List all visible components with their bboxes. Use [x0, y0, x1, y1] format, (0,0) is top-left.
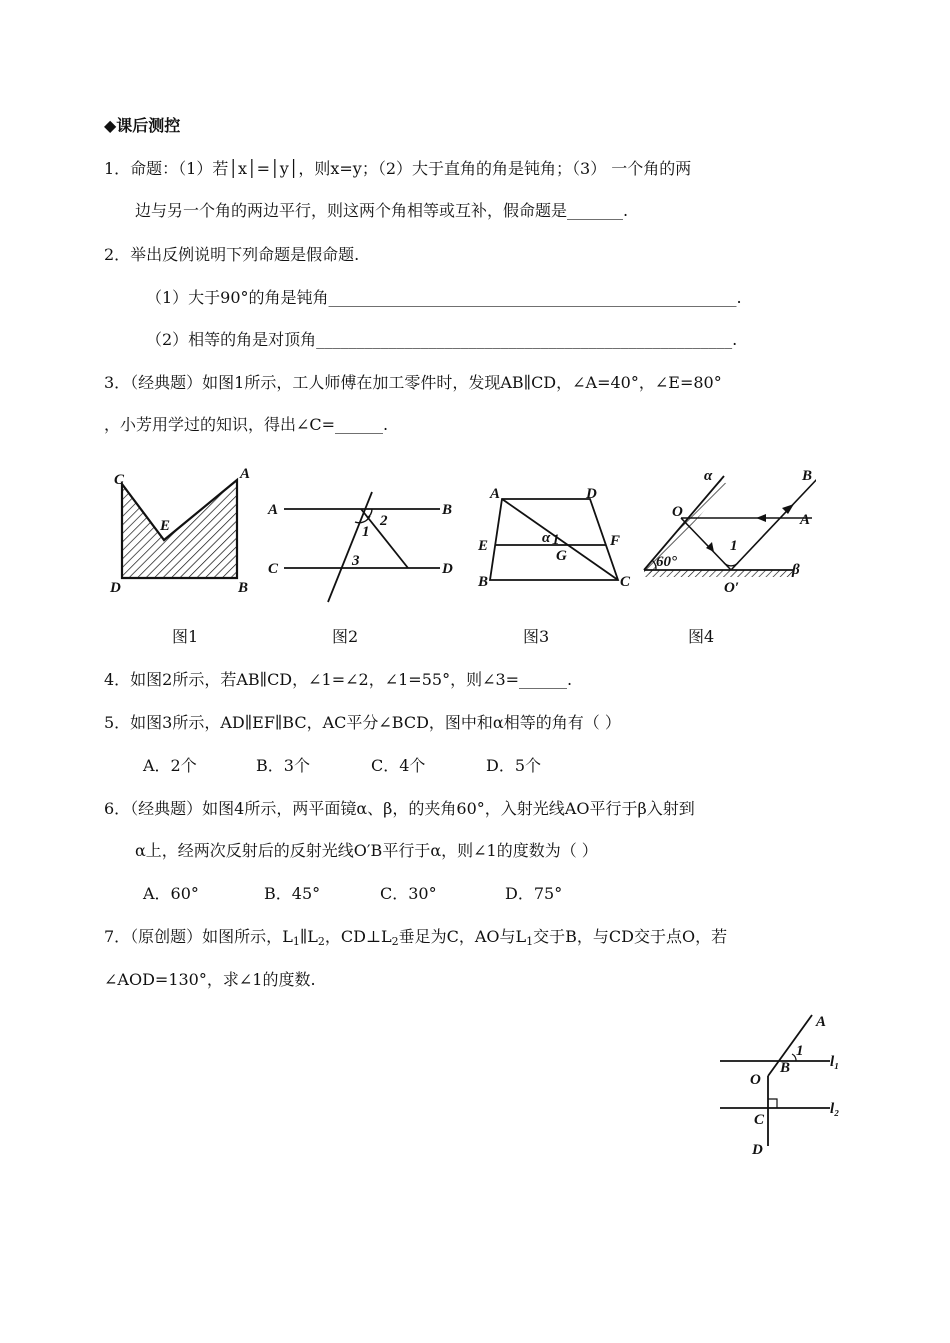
fig3-label-c: C	[620, 574, 631, 590]
q2-line1: 2．举出反例说明下列命题是假命题.	[104, 245, 360, 264]
fig3-label-g: G	[556, 548, 567, 564]
fig5-label-l1: l₁	[830, 1054, 840, 1070]
q5-line1: 5．如图3所示，AD∥EF∥BC，AC平分∠BCD，图中和α相等的角有（ ）	[104, 713, 621, 732]
q4-line: 4．如图2所示，若AB∥CD，∠1=∠2，∠1=55°，则∠3=______.	[104, 670, 573, 689]
fig4-label-60: 60°	[656, 554, 677, 570]
q6-option-d: D．75°	[505, 884, 563, 903]
fig2-label-d: D	[442, 561, 453, 577]
q2-item2: （2）相等的角是对顶角____________________________________________________.	[146, 330, 738, 349]
q6-option-a: A．60°	[143, 884, 199, 903]
fig5-label-o: O	[750, 1072, 761, 1088]
figure-4	[636, 466, 816, 596]
q5-option-c: C．4个	[371, 756, 426, 775]
q1-line2: 边与另一个角的两边平行，则这两个角相等或互补，假命题是_______.	[135, 201, 629, 220]
fig4-label-1: 1	[730, 538, 738, 554]
fig1-label-e: E	[160, 518, 171, 534]
fig1-label-d: D	[110, 580, 121, 596]
figure-2	[262, 478, 467, 608]
q5-option-b: B．3个	[256, 756, 310, 775]
fig4-label-b: B	[802, 468, 813, 484]
fig3-label-alpha-sub: 1	[552, 532, 560, 548]
fig5-label-b: B	[780, 1060, 791, 1076]
fig3-label-f: F	[610, 533, 621, 549]
fig3-label-alpha: α	[542, 530, 551, 546]
fig4-label-beta: β	[792, 562, 800, 578]
fig3-label-e: E	[478, 538, 489, 554]
q5-option-d: D．5个	[486, 756, 542, 775]
q6-option-c: C．30°	[380, 884, 437, 903]
fig4-label-o: O	[672, 504, 683, 520]
q3-line1: 3．（经典题）如图1所示，工人师傅在加工零件时，发现AB∥CD，∠A=40°，∠E=80°	[104, 373, 722, 392]
fig4-label-a: A	[800, 512, 811, 528]
caption-fig4: 图4	[688, 627, 715, 646]
fig5-label-l2: l₂	[830, 1101, 840, 1117]
q6-line1: 6．（经典题）如图4所示，两平面镜α、β，的夹角60°，入射光线AO平行于β入射到	[104, 799, 695, 818]
figure-1	[104, 458, 264, 598]
q3-line2: ，小芳用学过的知识，得出∠C=______.	[104, 415, 389, 434]
q6-option-b: B．45°	[264, 884, 321, 903]
fig5-label-a: A	[816, 1014, 827, 1030]
fig2-label-2: 2	[380, 513, 388, 529]
fig5-label-1: 1	[796, 1043, 804, 1059]
fig2-label-3: 3	[352, 553, 360, 569]
q2-item1: （1）大于90°的角是钝角___________________________________________________.	[146, 288, 742, 307]
q6-line2: α上，经两次反射后的反射光线O′B平行于α，则∠1的度数为（ ）	[135, 841, 598, 860]
caption-fig2: 图2	[332, 627, 359, 646]
q5-option-a: A．2个	[143, 756, 197, 775]
q7-line1: 7．（原创题）如图所示，$L_1\parallel L_2$，$CD\perp L_2$垂足为C，AO与$L_1$交于B，与CD交于点O，若	[104, 927, 728, 948]
figure-3	[470, 482, 640, 592]
figure-q7	[714, 1008, 854, 1163]
fig4-label-o-prime: O′	[724, 580, 740, 596]
fig2-label-a: A	[268, 502, 279, 518]
fig1-shape	[122, 480, 237, 578]
fig1-label-c: C	[114, 472, 125, 488]
q1-line1: 1．命题：（1）若│x│=│y│，则x=y；（2）大于直角的角是钝角；（3） 一个角的两	[104, 159, 692, 178]
fig1-label-b: B	[238, 580, 249, 596]
section-header: ◆课后测控	[104, 116, 181, 135]
fig3-label-a: A	[490, 486, 501, 502]
fig1-label-a: A	[240, 466, 251, 482]
caption-fig1: 图1	[172, 627, 199, 646]
fig3-label-d: D	[586, 486, 597, 502]
fig2-label-c: C	[268, 561, 279, 577]
fig2-label-1: 1	[362, 524, 370, 540]
fig4-label-alpha: α	[704, 468, 713, 484]
q7-line2: ∠AOD=130°，求∠1的度数.	[104, 970, 316, 989]
fig5-label-c: C	[754, 1112, 765, 1128]
fig2-label-b: B	[442, 502, 453, 518]
fig3-label-b: B	[478, 574, 489, 590]
fig5-label-d: D	[752, 1142, 763, 1158]
caption-fig3: 图3	[523, 627, 550, 646]
